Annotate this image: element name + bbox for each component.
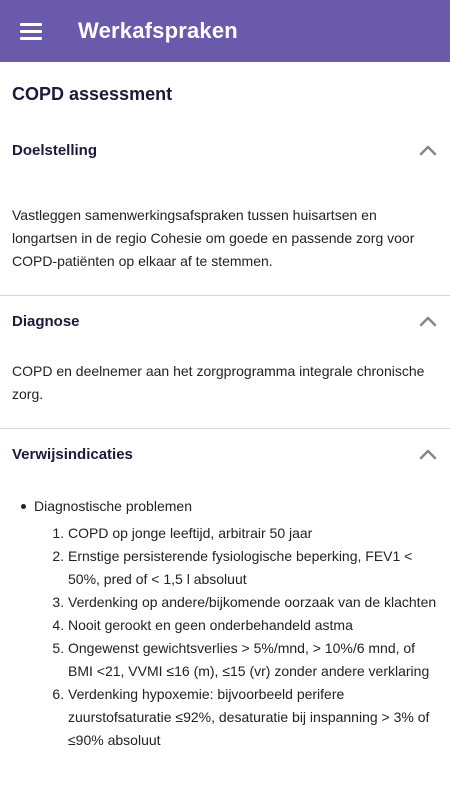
section-header-verwijsindicaties[interactable] [0,429,450,479]
section-body: Vastleggen samenwerkingsafspraken tussen huisartsen en longartsen in de regio Cohesie om goede en passende zorg voor COPD-patiënten op elkaar af te stemmen. [12,207,415,269]
menu-button[interactable] [0,0,62,62]
bullet-text: Diagnostische problemen [34,498,192,514]
numbered-list [34,522,438,752]
section-body [0,479,450,752]
section-doelstelling [0,114,450,296]
list-item: 2. Ernstige persisterende fysiologische beperking, FEV1 < 50%, pred of < 1,5 l absoluut [68,545,438,591]
bullet-list [12,495,438,752]
section-body: COPD en deelnemer aan het zorgprogramma integrale chronische zorg. [12,363,425,402]
list-item: 6. Verdenking hypoxemie: bijvoorbeeld perifere zuurstofsaturatie ≤92%, desaturatie bij inspanning > 3% of ≤90% absoluut [68,683,438,752]
section-title: Doelstelling [12,141,98,159]
content [0,62,450,752]
page-title: COPD assessment [12,84,173,104]
section-title: Diagnose [12,312,80,330]
chevron-up-icon[interactable] [418,447,438,461]
hamburger-icon [20,23,42,39]
section-header-doelstelling[interactable] [0,114,450,182]
section-header-diagnose[interactable] [0,296,450,346]
chevron-up-icon[interactable] [418,314,438,328]
section-diagnose [0,296,450,429]
list-item: 4. Nooit gerookt en geen onderbehandeld astma [68,614,438,637]
chevron-up-icon[interactable] [418,143,438,157]
list-item: 1. COPD op jonge leeftijd, arbitrair 50 jaar [68,522,438,545]
app-bar-title: Werkafspraken [78,18,238,43]
section-verwijsindicaties [0,429,450,752]
list-item: 3. Verdenking op andere/bijkomende oorzaak van de klachten [68,591,438,614]
list-item: 5. Ongewenst gewichtsverlies > 5%/mnd, > 10%/6 mnd, of BMI <21, VVMI ≤16 (m), ≤15 (vr) zonder andere verklaring [68,637,438,683]
list-item [34,495,438,752]
app-bar [0,0,450,62]
section-title: Verwijsindicaties [12,445,133,463]
